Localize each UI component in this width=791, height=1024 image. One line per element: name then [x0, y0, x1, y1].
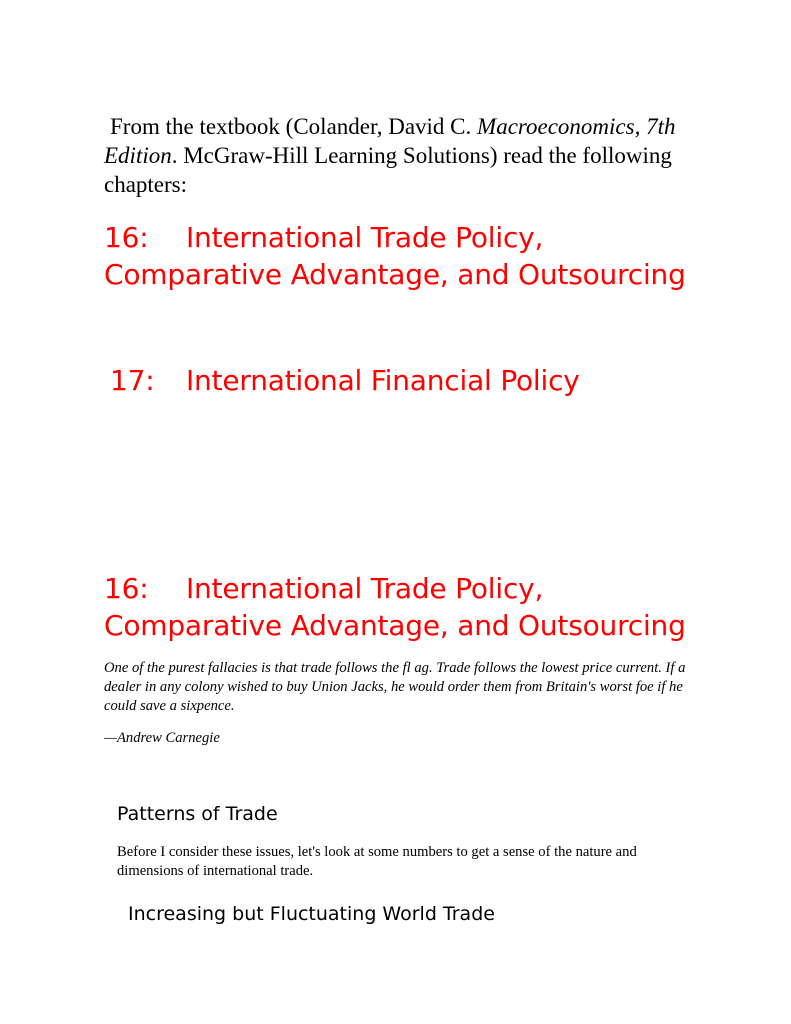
- epigraph-attribution: —Andrew Carnegie: [104, 730, 220, 746]
- chapter-title: International Trade Policy, Comparative Advantage, and Outsourcing: [104, 572, 686, 642]
- chapter-title: International Trade Policy, Comparative Advantage, and Outsourcing: [104, 221, 686, 291]
- chapter-title: International Financial Policy: [186, 364, 580, 397]
- section-body-text: Before I consider these issues, let's look at some numbers to get a sense of the nature and dimensions of international trade.: [117, 844, 637, 879]
- intro-lead: From the textbook (Colander, David C.: [110, 114, 472, 139]
- chapter-heading: [104, 570, 724, 644]
- chapter-number: 16:: [104, 221, 149, 254]
- book-title: Macroeconomics, 7th Edition: [104, 114, 676, 168]
- section-heading-patterns-of-trade: Patterns of Trade: [117, 803, 278, 825]
- intro-tail: . McGraw-Hill Learning Solutions) read the following chapters:: [104, 143, 672, 197]
- chapter-number: 16:: [104, 572, 149, 605]
- subsection-heading-world-trade: Increasing but Fluctuating World Trade: [128, 903, 495, 925]
- epigraph-quote: One of the purest fallacies is that trade follows the fl ag. Trade follows the lowest price current. If a dealer in any colony wished to buy Union Jacks, he would order them from Britain's worst foe if he could save a sixpence.: [104, 660, 686, 714]
- chapter-list-item-17: [110, 362, 730, 399]
- chapter-list-item-16: [104, 219, 724, 293]
- reading-assignment-intro: [104, 112, 704, 199]
- chapter-number: 17:: [110, 364, 155, 397]
